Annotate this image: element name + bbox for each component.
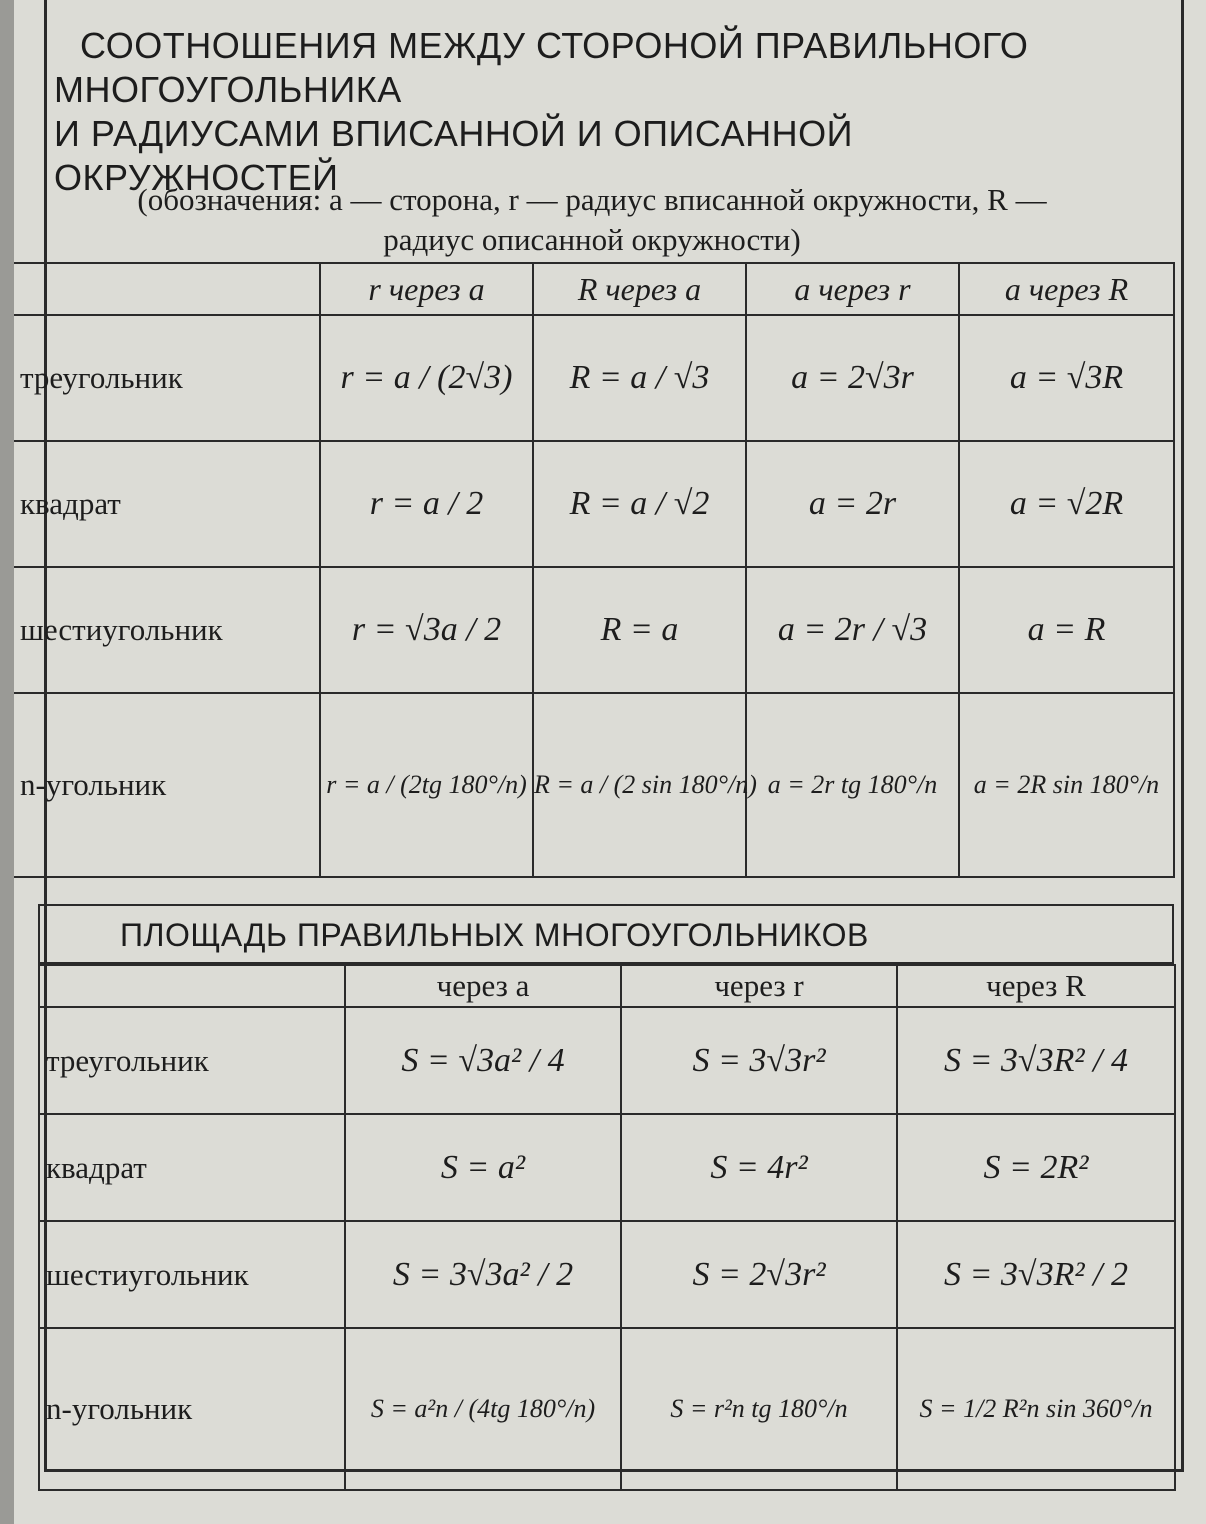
- formula-cell: r = a / (2tg 180°/n): [320, 693, 533, 877]
- row-label: треугольник: [14, 315, 320, 441]
- formula-cell: S = 3√3R² / 4: [897, 1007, 1175, 1114]
- formula-cell: S = √3a² / 4: [345, 1007, 621, 1114]
- table-row: [39, 1328, 1175, 1490]
- table-row: [14, 315, 1174, 441]
- row-label: n-угольник: [14, 693, 320, 877]
- header-cell: через R: [897, 965, 1175, 1007]
- formula-cell: S = 2√3r²: [621, 1221, 897, 1328]
- title-line-3: И РАДИУСАМИ ВПИСАННОЙ И ОПИСАННОЙ: [54, 113, 853, 154]
- row-label: квадрат: [14, 441, 320, 567]
- notation-line-1: (обозначения: a — сторона, r — радиус вписанной окружности, R —: [137, 182, 1047, 217]
- formula-cell: R = a / √2: [533, 441, 746, 567]
- row-label: шестиугольник: [39, 1221, 345, 1328]
- section-title: [54, 24, 1094, 200]
- table-row: [39, 1007, 1175, 1114]
- formula-cell: S = 2R²: [897, 1114, 1175, 1221]
- formula-cell: a = 2r tg 180°/n: [746, 693, 959, 877]
- table-row: [14, 693, 1174, 877]
- header-cell: R через a: [533, 263, 746, 315]
- formula-cell: a = 2R sin 180°/n: [959, 693, 1174, 877]
- formula-cell: r = a / 2: [320, 441, 533, 567]
- formula-cell: S = 4r²: [621, 1114, 897, 1221]
- table-header-row: [39, 965, 1175, 1007]
- header-empty: [39, 965, 345, 1007]
- row-label: шестиугольник: [14, 567, 320, 693]
- table-header-row: [14, 263, 1174, 315]
- formula-cell: a = 2r / √3: [746, 567, 959, 693]
- area-table: [38, 964, 1176, 1491]
- formula-cell: S = a²: [345, 1114, 621, 1221]
- formula-cell: S = 3√3R² / 2: [897, 1221, 1175, 1328]
- notation-line-2: радиус описанной окружности): [383, 222, 801, 257]
- header-cell: через r: [621, 965, 897, 1007]
- row-label: квадрат: [39, 1114, 345, 1221]
- book-page: [14, 0, 1206, 1524]
- formula-cell: S = 1/2 R²n sin 360°/n: [897, 1328, 1175, 1490]
- table-row: [39, 1114, 1175, 1221]
- title-line-1: СООТНОШЕНИЯ МЕЖДУ СТОРОНОЙ ПРАВИЛЬНОГО: [80, 25, 1029, 66]
- formula-cell: S = a²n / (4tg 180°/n): [345, 1328, 621, 1490]
- formula-cell: a = R: [959, 567, 1174, 693]
- header-cell: r через a: [320, 263, 533, 315]
- row-label: n-угольник: [39, 1328, 345, 1490]
- table-row: [14, 441, 1174, 567]
- title-line-4: ОКРУЖНОСТЕЙ: [54, 157, 339, 198]
- formula-cell: S = 3√3a² / 2: [345, 1221, 621, 1328]
- notation-note: [42, 180, 1142, 260]
- area-section-title: ПЛОЩАДЬ ПРАВИЛЬНЫХ МНОГОУГОЛЬНИКОВ: [38, 904, 1174, 964]
- header-cell: a через R: [959, 263, 1174, 315]
- formula-cell: R = a / (2 sin 180°/n): [533, 693, 746, 877]
- header-cell: через a: [345, 965, 621, 1007]
- header-empty: [14, 263, 320, 315]
- formula-cell: R = a / √3: [533, 315, 746, 441]
- formula-cell: R = a: [533, 567, 746, 693]
- formula-cell: a = √3R: [959, 315, 1174, 441]
- formula-cell: a = 2r: [746, 441, 959, 567]
- header-cell: a через r: [746, 263, 959, 315]
- title-line-2: МНОГОУГОЛЬНИКА: [54, 69, 402, 110]
- formula-cell: r = √3a / 2: [320, 567, 533, 693]
- formula-cell: S = 3√3r²: [621, 1007, 897, 1114]
- formula-cell: a = 2√3r: [746, 315, 959, 441]
- formula-cell: a = √2R: [959, 441, 1174, 567]
- row-label: треугольник: [39, 1007, 345, 1114]
- formula-cell: r = a / (2√3): [320, 315, 533, 441]
- table-row: [39, 1221, 1175, 1328]
- table-row: [14, 567, 1174, 693]
- radius-relations-table: [14, 262, 1175, 878]
- formula-cell: S = r²n tg 180°/n: [621, 1328, 897, 1490]
